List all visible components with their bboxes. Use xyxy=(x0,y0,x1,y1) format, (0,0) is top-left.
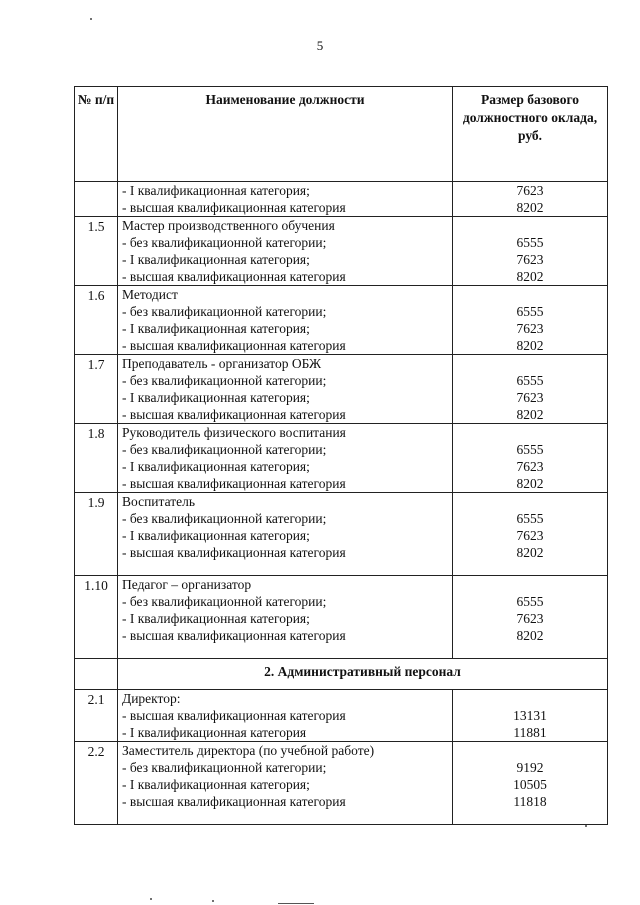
section-title: 2. Административный персонал xyxy=(118,659,608,690)
salary-value: 8202 xyxy=(516,628,544,643)
position-cell xyxy=(118,690,453,742)
salary-value: 7623 xyxy=(516,390,544,405)
salary-table xyxy=(74,86,608,825)
table-row xyxy=(75,690,608,742)
row-number-cell xyxy=(75,182,118,217)
category-line: - I квалификационная категория; xyxy=(122,321,310,336)
row-number: 1.7 xyxy=(75,355,118,424)
table-row xyxy=(75,286,608,355)
salary-value: 7623 xyxy=(516,321,544,336)
category-line: - I квалификационная категория; xyxy=(122,528,310,543)
salary-cell xyxy=(453,493,608,576)
position-cell xyxy=(118,424,453,493)
table-row xyxy=(75,576,608,659)
salary-value: 8202 xyxy=(516,545,544,560)
position-title: Методист xyxy=(122,287,178,302)
category-line: - высшая квалификационная категория xyxy=(122,545,346,560)
salary-value: 8202 xyxy=(516,407,544,422)
category-line: - высшая квалификационная категория xyxy=(122,407,346,422)
row-number: 1.8 xyxy=(75,424,118,493)
category-line: - без квалификационной категории; xyxy=(122,304,327,319)
position-cell xyxy=(118,355,453,424)
salary-value: 6555 xyxy=(516,235,544,250)
salary-value: 8202 xyxy=(516,476,544,491)
category-line: - без квалификационной категории; xyxy=(122,373,327,388)
table-row xyxy=(75,355,608,424)
scan-mark xyxy=(278,903,314,904)
salary-cell xyxy=(453,217,608,286)
table-header-row xyxy=(75,87,608,182)
row-number: 1.5 xyxy=(75,217,118,286)
row-number: 1.9 xyxy=(75,493,118,576)
position-title: Заместитель директора (по учебной работе) xyxy=(122,743,375,758)
scan-speck xyxy=(585,825,587,827)
category-line: - без квалификационной категории; xyxy=(122,594,327,609)
category-line: - I квалификационная категория; xyxy=(122,611,310,626)
salary-cell xyxy=(453,286,608,355)
table-row xyxy=(75,493,608,576)
page-number: 5 xyxy=(316,38,324,53)
row-number-cell xyxy=(75,659,118,690)
position-cell xyxy=(118,182,453,217)
table-row xyxy=(75,424,608,493)
category-line: - I квалификационная категория; xyxy=(122,252,310,267)
position-title: Педагог – организатор xyxy=(122,577,252,592)
category-line: - I квалификационная категория xyxy=(122,725,307,740)
salary-cell xyxy=(453,424,608,493)
header-position-name: Наименование должности xyxy=(118,87,453,182)
scan-speck xyxy=(212,900,214,902)
position-cell xyxy=(118,576,453,659)
category-line: - без квалификационной категории; xyxy=(122,760,327,775)
salary-value: 8202 xyxy=(516,338,544,353)
salary-cell xyxy=(453,742,608,825)
salary-value: 11881 xyxy=(513,725,547,740)
table-row xyxy=(75,742,608,825)
position-cell xyxy=(118,286,453,355)
position-title: Преподаватель - организатор ОБЖ xyxy=(122,356,322,371)
salary-value: 8202 xyxy=(516,269,544,284)
row-number: 2.2 xyxy=(75,742,118,825)
salary-value: 7623 xyxy=(516,183,544,198)
salary-cell xyxy=(453,182,608,217)
category-line: - I квалификационная категория; xyxy=(122,459,310,474)
table-row xyxy=(75,217,608,286)
salary-value: 6555 xyxy=(516,594,544,609)
salary-value: 9192 xyxy=(516,760,544,775)
salary-value: 6555 xyxy=(516,511,544,526)
salary-cell xyxy=(453,690,608,742)
category-line: - I квалификационная категория; xyxy=(122,183,310,198)
scan-speck xyxy=(150,898,152,900)
category-line: - без квалификационной категории; xyxy=(122,511,327,526)
salary-value: 7623 xyxy=(516,528,544,543)
section-heading-row xyxy=(75,659,608,690)
header-number: № п/п xyxy=(75,87,118,182)
salary-value: 11818 xyxy=(513,794,547,809)
table-row-continuation xyxy=(75,182,608,217)
row-number: 1.10 xyxy=(75,576,118,659)
category-line: - без квалификационной категории; xyxy=(122,235,327,250)
category-line: - высшая квалификационная категория xyxy=(122,794,346,809)
salary-value: 7623 xyxy=(516,459,544,474)
category-line: - I квалификационная категория; xyxy=(122,777,310,792)
row-number: 1.6 xyxy=(75,286,118,355)
salary-value: 10505 xyxy=(513,777,547,792)
salary-value: 6555 xyxy=(516,304,544,319)
salary-value: 7623 xyxy=(516,252,544,267)
category-line: - высшая квалификационная категория xyxy=(122,708,346,723)
salary-cell xyxy=(453,576,608,659)
position-title: Руководитель физического воспитания xyxy=(122,425,346,440)
category-line: - высшая квалификационная категория xyxy=(122,338,346,353)
salary-value: 6555 xyxy=(516,442,544,457)
category-line: - высшая квалификационная категория xyxy=(122,476,346,491)
position-title: Директор: xyxy=(122,691,181,706)
category-line: - высшая квалификационная категория xyxy=(122,200,346,215)
category-line: - I квалификационная категория; xyxy=(122,390,310,405)
category-line: - высшая квалификационная категория xyxy=(122,628,346,643)
salary-value: 13131 xyxy=(513,708,547,723)
position-cell xyxy=(118,493,453,576)
salary-cell xyxy=(453,355,608,424)
category-line: - без квалификационной категории; xyxy=(122,442,327,457)
salary-value: 8202 xyxy=(516,200,544,215)
scan-speck xyxy=(90,18,92,20)
salary-value: 6555 xyxy=(516,373,544,388)
category-line: - высшая квалификационная категория xyxy=(122,269,346,284)
position-cell xyxy=(118,217,453,286)
position-title: Воспитатель xyxy=(122,494,196,509)
row-number: 2.1 xyxy=(75,690,118,742)
position-title: Мастер производственного обучения xyxy=(122,218,335,233)
header-base-salary: Размер базового должностного оклада, руб. xyxy=(453,87,608,182)
salary-value: 7623 xyxy=(516,611,544,626)
position-cell xyxy=(118,742,453,825)
